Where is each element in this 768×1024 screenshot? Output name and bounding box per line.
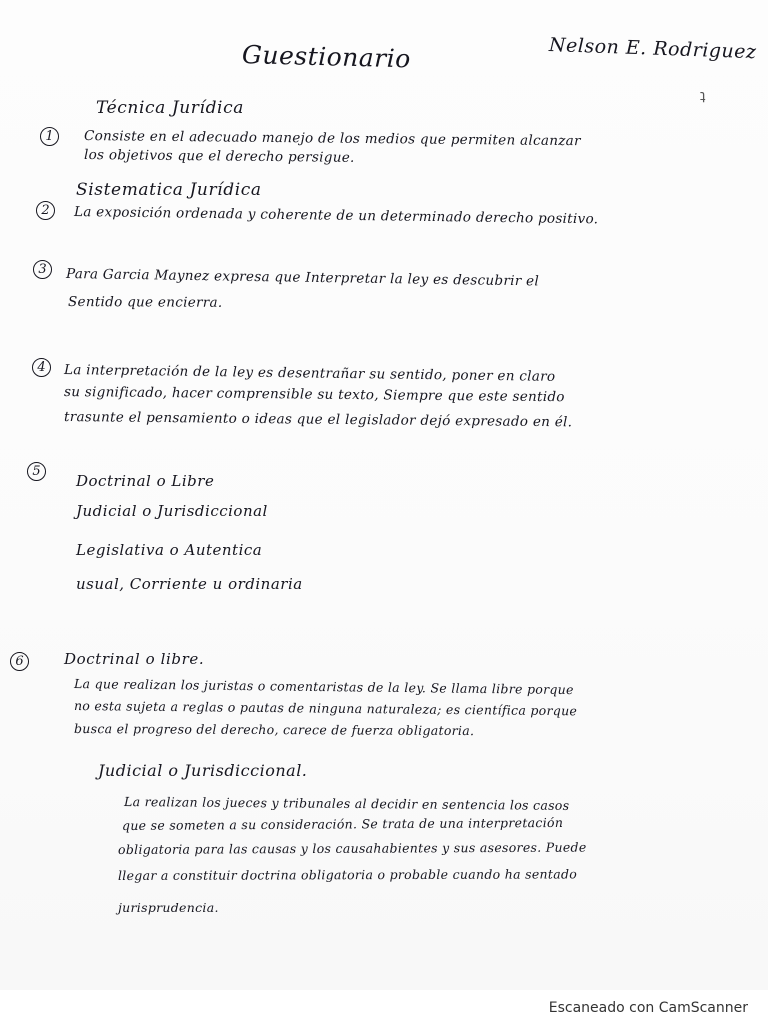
page-title: Guestionario: [241, 40, 412, 74]
q6-sub-line-4: llegar a constituir doctrina obligatoria o probable cuando ha sentado: [117, 866, 578, 883]
q6-heading: Doctrinal o libre.: [64, 650, 205, 668]
q5-item-2: Judicial o Jurisdiccional: [76, 502, 268, 520]
q6-number: 6: [10, 652, 29, 671]
author-name: Nelson E. Rodriguez: [548, 34, 757, 64]
q1-number: 1: [40, 127, 59, 146]
q6-sub-line-1: La realizan los jueces y tribunales al decidir en sentencia los casos: [123, 794, 570, 813]
q5-item-4: usual, Corriente u ordinaria: [76, 575, 303, 593]
q2-heading: Sistematica Jurídica: [76, 180, 262, 200]
q1-line-1: Consiste en el adecuado manejo de los medios que permiten alcanzar: [83, 128, 581, 150]
q2-number: 2: [36, 201, 55, 220]
q2-line-1: La exposición ordenada y coherente de un determinado derecho positivo.: [73, 204, 599, 228]
q5-item-3: Legislativa o Autentica: [76, 541, 263, 559]
margin-mark: ʇ: [700, 88, 706, 104]
q5-item-1: Doctrinal o Libre: [76, 472, 215, 490]
q4-line-3: trasunte el pensamiento o ideas que el legislador dejó expresado en él.: [63, 409, 573, 431]
q1-line-2: los objetivos que el derecho persigue.: [83, 147, 355, 166]
q1-heading: Técnica Jurídica: [96, 98, 244, 118]
q6-line-2: no esta sujeta a reglas o pautas de ninguna naturaleza; es científica porque: [73, 698, 578, 719]
q6-sub-heading: Judicial o Jurisdiccional.: [98, 761, 308, 780]
q4-line-1: La interpretación de la ley es desentrañar su sentido, poner en claro: [63, 362, 556, 385]
q3-line-2: Sentido que encierra.: [67, 294, 223, 311]
q6-line-3: busca el progreso del derecho, carece de fuerza obligatoria.: [73, 721, 475, 739]
scanner-watermark: Escaneado con CamScanner: [548, 1000, 748, 1016]
q6-sub-line-5: jurisprudencia.: [118, 900, 219, 915]
q6-sub-line-2: que se someten a su consideración. Se trata de una interpretación: [121, 814, 564, 833]
q4-line-2: su significado, hacer comprensible su texto, Siempre que este sentido: [63, 384, 565, 406]
q5-number: 5: [27, 462, 46, 481]
q3-number: 3: [33, 260, 52, 279]
q6-sub-line-3: obligatoria para las causas y los causahabientes y sus asesores. Puede: [117, 839, 587, 857]
q6-line-1: La que realizan los juristas o comentaristas de la ley. Se llama libre porque: [73, 676, 574, 698]
q3-line-1: Para Garcia Maynez expresa que Interpretar la ley es descubrir el: [65, 266, 540, 290]
q4-number: 4: [32, 358, 51, 377]
